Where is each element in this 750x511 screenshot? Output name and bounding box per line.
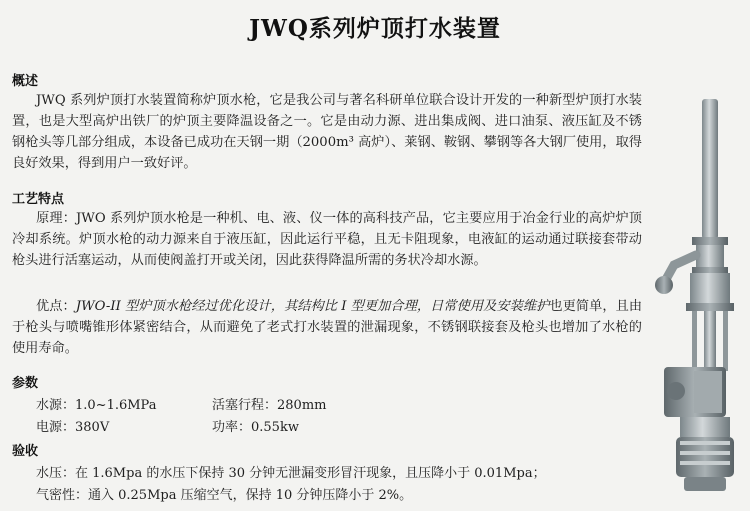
param-stroke: 活塞行程：280mm — [212, 398, 327, 413]
param-water-source: 水源：1.0~1.6MPa — [36, 398, 157, 413]
section-heading-params: 参数 — [12, 376, 39, 391]
param-power-source: 电源：380V — [36, 420, 110, 435]
acceptance-water-pressure: 水压：在 1.6Mpa 的水压下保持 30 分钟无泄漏变形冒汗现象，且压降小于 0.01Mpa； — [36, 466, 546, 481]
principle-paragraph — [12, 208, 642, 271]
param-power: 功率：0.55kw — [212, 420, 299, 435]
advantage-paragraph — [12, 296, 642, 359]
section-heading-features: 工艺特点 — [12, 192, 65, 207]
overview-text: JWQ 系列炉顶打水装置简称炉顶水枪，它是我公司与著名科研单位联合设计开发的一种新型炉顶打水装置，也是大型高炉出铁厂的炉顶主要降温设备之一。它是由动力源、进出集成阀、进口油泵、液压缸及不锈钢枪头等几部分组成，本设备已成功在天钢一期（2000m³ 高炉）、莱钢、鞍钢、攀钢等各大钢厂使用，取得良好效果，得到用户一致好评。 — [12, 93, 642, 171]
page-title: JWQ系列炉顶打水装置 — [249, 15, 501, 42]
acceptance-airtightness: 气密性：通入 0.25Mpa 压缩空气，保持 10 分钟压降小于 2%。 — [36, 488, 413, 503]
overview-paragraph — [12, 90, 642, 174]
advantage-label: 优点： — [36, 299, 76, 314]
section-heading-acceptance: 验收 — [12, 444, 39, 459]
principle-text: 原理：JWO 系列炉顶水枪是一种机、电、液、仪一体的高科技产品，它主要应用于冶金行业的高炉炉顶冷却系统。炉顶水枪的动力源来自于液压缸，因此运行平稳，且无卡阻现象，电液缸的运动通过联接套带动枪头进行活塞运动，从而使阀盖打开或关闭，因此获得降温所需的务状冷却水源。 — [12, 211, 642, 268]
advantage-text: 也更简单，且由于枪头与喷嘴锥形体紧密结合，从而避免了老式打水装置的泄漏现象，不锈钢联接套及枪头也增加了水枪的使用寿命。 — [12, 299, 643, 356]
section-heading-overview: 概述 — [12, 74, 39, 89]
water-gun-equipment-image — [650, 95, 742, 505]
advantage-italic-text: JWO-II 型炉顶水枪经过优化设计，其结构比 I 型更加合理，日常使用及安装维护 — [75, 299, 550, 314]
